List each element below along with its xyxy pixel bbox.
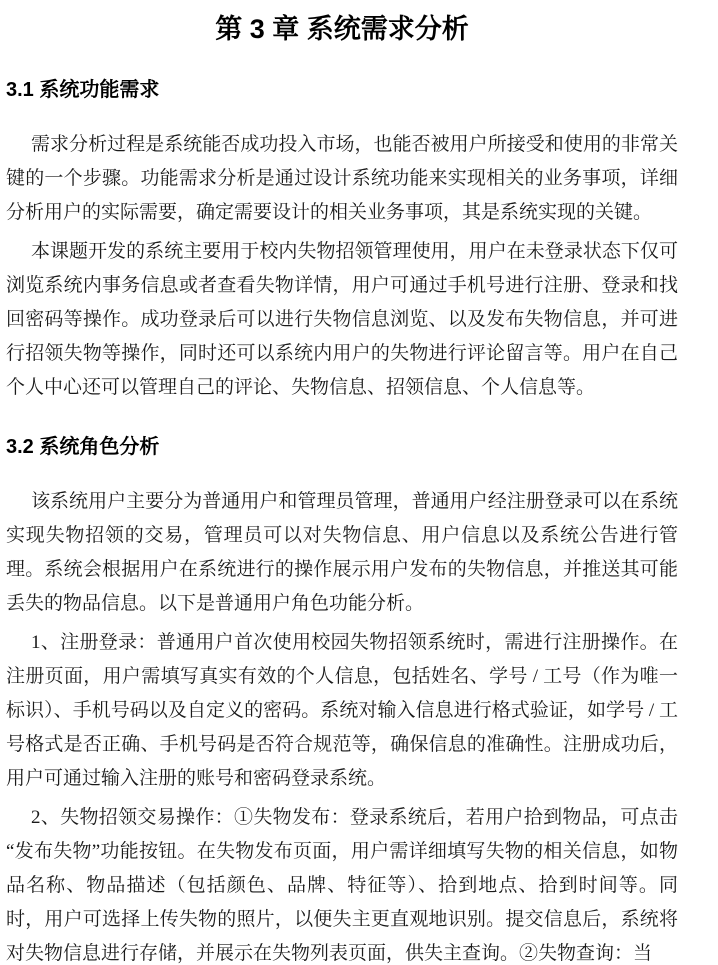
section-role-analysis bbox=[6, 433, 678, 965]
section-functional-requirements bbox=[6, 76, 678, 405]
paragraph-user-roles: 该系统用户主要分为普通用户和管理员管理，普通用户经注册登录可以在系统实现失物招领的交易，管理员可以对失物信息、用户信息以及系统公告进行管理。系统会根据用户在系统进行的操作展示用户发布的失物信息，并推送其可能丢失的物品信息。以下是普通用户角色功能分析。 bbox=[6, 491, 678, 614]
section-heading-3-1: 3.1 系统功能需求 bbox=[6, 79, 160, 101]
paragraph-system-overview: 本课题开发的系统主要用于校内失物招领管理使用，用户在未登录状态下仅可浏览系统内事务信息或者查看失物详情，用户可通过手机号进行注册、登录和找回密码等操作。成功登录后可以进行失物信息浏览、以及发布失物信息，并可进行招领失物等操作，同时还可以系统内用户的失物进行评论留言等。用户在自己个人中心还可以管理自己的评论、失物信息、招领信息、个人信息等。 bbox=[6, 241, 678, 398]
paragraph-register-login: 1、注册登录：普通用户首次使用校园失物招领系统时，需进行注册操作。在注册页面，用户需填写真实有效的个人信息，包括姓名、学号 / 工号（作为唯一标识）、手机号码以及自定义的密码。系统对输入信息进行格式验证，如学号 / 工号格式是否正确、手机号码是否符合规范等，确保信息的准确性。注册成功后，用户可通过输入注册的账号和密码登录系统。 bbox=[6, 632, 678, 789]
paragraph-lost-found-operations: 2、失物招领交易操作：①失物发布：登录系统后，若用户拾到物品，可点击“发布失物”功能按钮。在失物发布页面，用户需详细填写失物的相关信息，如物品名称、物品描述（包括颜色、品牌、特征等）、拾到地点、拾到时间等。同时，用户可选择上传失物的照片，以便失主更直观地识别。提交信息后，系统将对失物信息进行存储，并展示在失物列表页面，供失主查询。②失物查询：当 bbox=[6, 807, 678, 964]
section-heading-3-2: 3.2 系统角色分析 bbox=[6, 436, 160, 458]
paragraph-requirement-analysis: 需求分析过程是系统能否成功投入市场，也能否被用户所接受和使用的非常关键的一个步骤。功能需求分析是通过设计系统功能来实现相关的业务事项，详细分析用户的实际需要，确定需要设计的相关业务事项，其是系统实现的关键。 bbox=[6, 134, 678, 223]
chapter-title: 第 3 章 系统需求分析 bbox=[215, 14, 469, 44]
